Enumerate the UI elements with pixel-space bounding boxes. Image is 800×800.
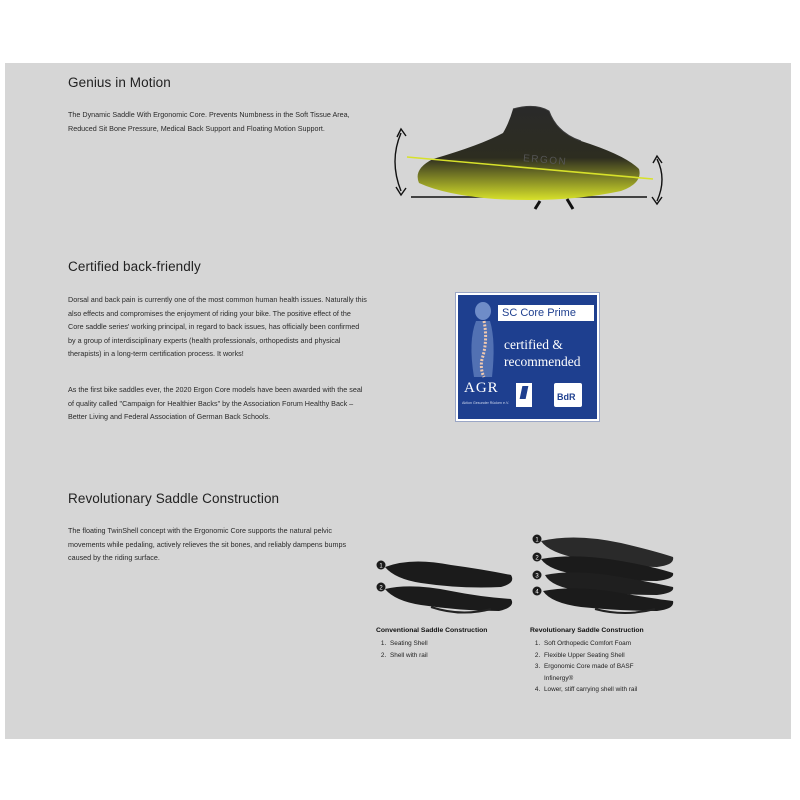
list-item: 3. Ergonomic Core made of BASF Infinergy® — [542, 661, 662, 684]
list-item: 2. Shell with rail — [388, 650, 521, 662]
svg-text:1: 1 — [535, 537, 539, 544]
badge-certified-text: certified & — [504, 337, 563, 352]
section-title-certified-back-friendly: Certified back-friendly — [68, 259, 201, 274]
svg-text:2: 2 — [535, 555, 539, 562]
certified-text-2: As the first bike saddles ever, the 2020 Ergon Core models have been awarded with the seal of quality called "Campaign for Healthier Backs" by the Association Forum Healthy Back – Better Living and Federal Association of German Back Schools. — [68, 385, 363, 422]
spine-icon — [466, 301, 500, 379]
certification-badge — [456, 293, 599, 421]
section-title-revolutionary-construction: Revolutionary Saddle Construction — [68, 491, 280, 506]
list-item: 1. Seating Shell — [388, 638, 521, 650]
conventional-heading: Conventional Saddle Construction — [376, 627, 488, 634]
genius-in-motion-text: The Dynamic Saddle With Ergonomic Core. Prevents Numbness in the Soft Tissue Area, Reduced Sit Bone Pressure, Medical Back Support and Floating Motion Support. — [68, 110, 350, 133]
list-item: 4. Lower, stiff carrying shell with rail — [542, 684, 680, 696]
certified-text-1: Dorsal and back pain is currently one of the most common human health issues. Naturally this also effects and compromises the enjoyment of riding your bike. The positive effect of the Core saddle series' working principal, in regard to back issues, has officially been confirmed by a group of interdisciplinary experts (health professionals, orthopedists and physical therapists) in a long-term certification process. It works! — [68, 295, 367, 359]
svg-text:4: 4 — [535, 589, 539, 596]
forum-logo-icon — [516, 383, 532, 407]
conventional-caption — [376, 627, 521, 661]
badge-title: SC Core Prime — [498, 305, 594, 321]
list-item: 2. Flexible Upper Seating Shell — [542, 650, 680, 662]
revolutionary-saddle-illustration — [525, 533, 685, 617]
revolutionary-caption — [530, 627, 680, 696]
agr-logo: AGR — [464, 380, 499, 396]
agr-subtitle: Aktion Gesunder Rücken e.V. — [462, 401, 510, 405]
bdr-logo: BdR — [554, 383, 582, 407]
dynamic-saddle-illustration — [385, 99, 675, 219]
svg-text:1: 1 — [379, 563, 383, 570]
section-title-genius-in-motion: Genius in Motion — [68, 75, 171, 90]
saddle-icon — [418, 106, 640, 209]
tilt-arrow-left-icon — [395, 129, 406, 195]
conventional-list — [376, 638, 521, 661]
revolutionary-heading: Revolutionary Saddle Construction — [530, 627, 644, 634]
conventional-saddle-illustration — [371, 553, 521, 617]
svg-text:3: 3 — [535, 573, 539, 580]
revolutionary-list — [530, 638, 680, 696]
revolutionary-text: The floating TwinShell concept with the Ergonomic Core supports the natural pelvic movements while pedaling, actively relieves the sit bones, and reliably dampens bumps caused by the riding surface. — [68, 526, 347, 563]
badge-recommended-text: recommended — [504, 354, 581, 369]
tilt-arrow-right-icon — [652, 156, 662, 204]
svg-text:2: 2 — [379, 585, 383, 592]
list-item: 1. Soft Orthopedic Comfort Foam — [542, 638, 680, 650]
content-panel — [5, 63, 791, 739]
saddle-brand-text: ERGON — [522, 153, 568, 168]
